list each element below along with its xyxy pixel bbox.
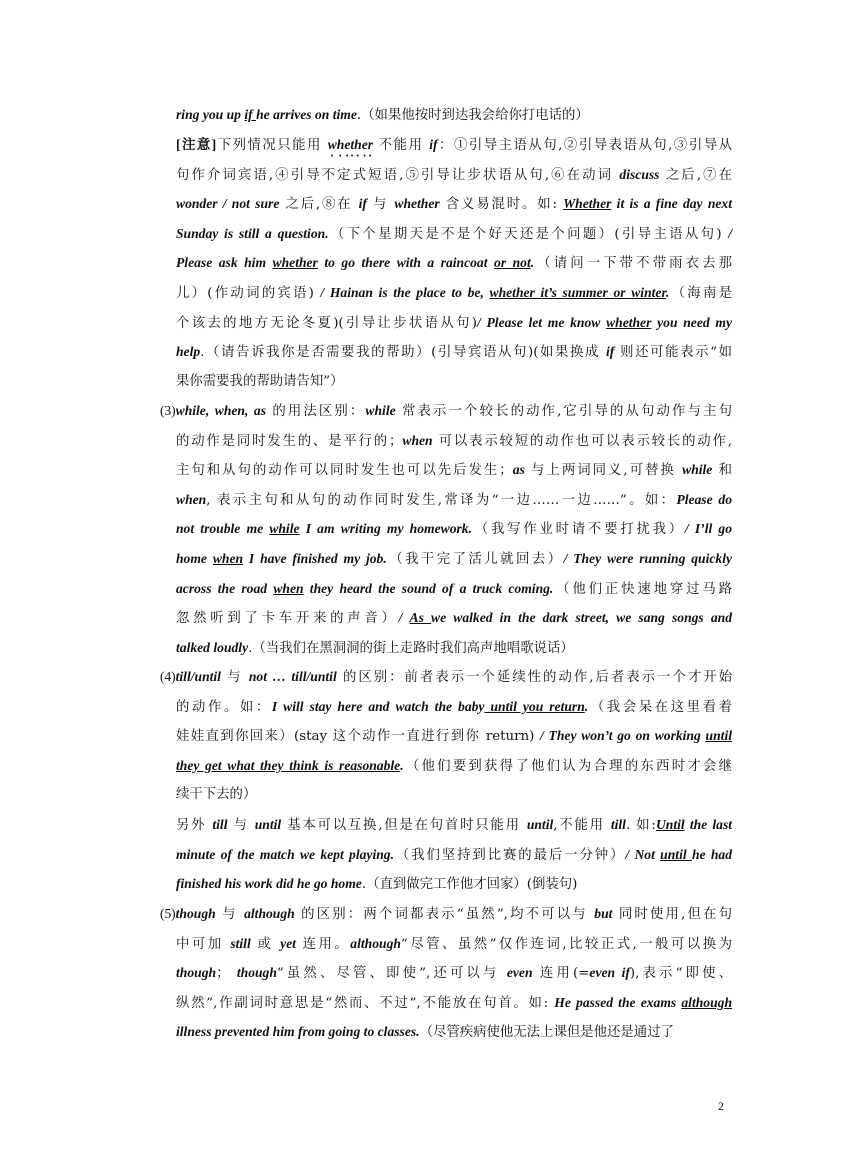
text-line	[160, 751, 732, 781]
english-run: until	[660, 846, 692, 862]
text-line	[176, 130, 732, 160]
text-run: “尽管、虽然”仅作连词,比较正式,一般可以换为	[400, 936, 733, 952]
label-run: (4)	[160, 669, 176, 684]
text-run: 另外	[176, 818, 213, 833]
text-run: 和	[712, 463, 732, 479]
english-run: Please do	[676, 491, 732, 507]
text-run: 个该去的地方无论冬夏)(引导让步状语从句)	[176, 315, 477, 331]
text-run: 娃娃直到你回来）(stay 这个动作一直进行到你 return)	[176, 729, 541, 745]
english-run: though	[236, 965, 277, 981]
text-run: ：①引导主语从句,②引导表语从句,③引导从	[437, 138, 732, 153]
text-run: （如果他按时到达我会给你打电话的）	[361, 108, 589, 123]
english-run: they heard the sound of a truck coming.	[303, 580, 554, 596]
english-run: while	[365, 403, 396, 418]
text-line	[176, 189, 732, 219]
english-run: whether	[272, 255, 318, 271]
text-line	[160, 574, 732, 604]
text-run: ,不能用	[553, 818, 611, 833]
text-line	[176, 367, 732, 397]
text-line	[160, 780, 732, 810]
text-run: 连用。	[295, 936, 351, 952]
english-run: whether	[394, 196, 440, 212]
english-run: till/until	[175, 669, 221, 684]
text-run: 与	[227, 818, 255, 833]
text-run: “虽然、尽管、即使”,还可以与	[276, 966, 507, 982]
text-line	[160, 544, 732, 574]
text-line	[160, 662, 732, 692]
english-run: to go there with a raincoat	[317, 255, 495, 271]
english-run: while, when, as	[175, 403, 266, 418]
english-run: ring you up	[176, 107, 245, 122]
text-run: 果你需要我的帮助请告知”）	[176, 373, 344, 389]
text-run: （尽管疾病使他无法上课但是他还是通过了	[419, 1025, 674, 1041]
text-line	[160, 485, 732, 515]
english-run: if	[605, 344, 615, 360]
text-run: （下个星期天是不是个好天还是个问题）(引导主语从句)	[328, 226, 729, 242]
english-run: until you return	[484, 698, 585, 714]
english-run: when	[176, 491, 207, 507]
english-run: /	[398, 610, 410, 626]
text-line	[176, 100, 732, 130]
english-run: until	[705, 728, 732, 744]
text-run: 的动作是同时发生的、是平行的；	[176, 433, 403, 449]
english-run: talked loudly	[176, 639, 249, 655]
english-run: you need my	[651, 314, 732, 330]
text-run: （我写作业时请不要打扰我）	[472, 522, 685, 538]
text-line	[176, 219, 732, 249]
text-run: 含义易混时。如:	[439, 197, 564, 213]
english-run: till	[212, 817, 228, 832]
english-run: till	[610, 817, 626, 832]
text-run: （请告诉我你是否需要我的帮助）(引导宾语从句)(如果换成	[204, 345, 606, 361]
english-run: / Hainan is the place to be,	[320, 284, 490, 300]
english-run: they get what they think is reasonable	[176, 757, 401, 773]
english-run: when	[273, 580, 304, 596]
english-run: help	[176, 344, 201, 360]
text-run: （我干完了活儿就回去）	[386, 551, 564, 567]
english-run: I have finished my job.	[243, 550, 387, 566]
paragraph-though-although	[160, 899, 732, 1047]
english-run: but	[594, 906, 613, 921]
text-run: （海南是	[669, 285, 732, 301]
text-run: .	[248, 640, 253, 656]
text-run: 主句和从句的动作可以同时发生也可以先后发生；	[176, 463, 513, 479]
text-run: 中可加	[176, 936, 231, 952]
text-run: 不能用	[373, 138, 430, 153]
english-run: while	[682, 462, 713, 478]
text-line	[160, 426, 732, 456]
english-run: though	[176, 965, 217, 981]
text-line	[160, 721, 732, 751]
text-run: 连用(=	[532, 966, 590, 982]
text-line	[160, 514, 732, 544]
page-number: 2	[718, 1099, 724, 1113]
english-run: although	[244, 906, 295, 921]
text-line	[176, 337, 732, 367]
text-run: 的区别：两个词都表示“虽然”,均不可以与	[294, 907, 595, 922]
english-run: when	[212, 550, 244, 566]
text-run: （他们正快速地穿过马路	[553, 581, 732, 597]
english-run: even if	[589, 965, 630, 981]
english-run: .	[400, 757, 404, 773]
text-line	[176, 278, 732, 308]
text-line	[176, 160, 732, 190]
english-run: as	[512, 462, 525, 478]
english-run: Whether	[563, 196, 612, 212]
english-run: finished his work did he go home	[176, 876, 362, 892]
english-run: whether	[606, 314, 652, 330]
english-run: minute of the match we kept playing.	[176, 846, 394, 862]
text-run: 同时使用,但在句	[612, 907, 733, 922]
english-run: the last	[684, 817, 733, 832]
english-run: illness prevented him from going to classes.	[176, 1024, 420, 1040]
text-run: ；	[216, 966, 237, 982]
text-run: .	[200, 345, 205, 361]
paragraph-till-until	[160, 662, 732, 810]
english-run: across the road	[176, 580, 274, 596]
english-run: it is a fine day next	[611, 196, 732, 212]
text-run: 与	[366, 197, 395, 213]
text-run: （他们要到获得了他们认为合理的东西时才会继	[403, 758, 733, 774]
text-run: 与	[220, 670, 249, 685]
text-line	[160, 692, 732, 722]
text-line	[160, 396, 732, 426]
text-line	[160, 603, 732, 633]
label-run: [注意]	[176, 137, 217, 152]
paragraph-if-example	[176, 100, 732, 130]
text-line	[160, 958, 732, 988]
text-run: 可以表示较短的动作也可以表示较长的动作,	[432, 433, 732, 449]
text-run: 之后,⑦在	[659, 167, 733, 183]
text-line	[160, 899, 732, 929]
text-line	[160, 1017, 732, 1047]
text-run: 与	[215, 907, 245, 922]
english-run: Sunday is still a question.	[176, 225, 329, 241]
text-run: ),表示“即使、	[629, 966, 732, 982]
text-run: , 表示主句和从句的动作同时发生,常译为“一边……一边……”。如：	[206, 492, 677, 508]
english-run: if	[244, 107, 257, 122]
text-run: （我会呆在这里看着	[588, 699, 732, 715]
text-run: （请问一下带不带雨衣去那	[534, 256, 733, 272]
english-run: though	[175, 906, 216, 921]
english-run: if	[358, 196, 367, 212]
text-run: 句作介词宾语,④引导不定式短语,⑤引导让步状语从句,⑥在动词	[176, 167, 620, 183]
label-run: (3)	[160, 403, 176, 418]
text-line	[160, 988, 732, 1018]
english-run: I am writing my homework.	[299, 521, 473, 537]
paragraph-whether-note	[176, 130, 732, 396]
text-run: 基本可以互换,但是在句首时只能用	[281, 818, 527, 833]
english-run: home	[176, 550, 213, 566]
text-run: . 如:	[625, 818, 656, 833]
english-run: although	[350, 935, 401, 951]
english-run: until	[526, 817, 554, 832]
english-run: Until	[655, 817, 685, 832]
text-line	[160, 929, 732, 959]
english-run: although	[681, 994, 732, 1010]
text-run: （当我们在黑洞洞的街上走路时我们高声地唱歌说话）	[252, 640, 574, 656]
text-run: 儿）(作动词的宾语)	[176, 285, 321, 301]
english-run: .	[665, 284, 670, 300]
english-run: / Not	[625, 846, 661, 862]
english-run: I will stay here and watch the baby	[271, 698, 485, 714]
text-line	[176, 308, 732, 338]
english-run: Please ask him	[176, 255, 273, 271]
english-run: when	[402, 432, 433, 448]
text-run: 的动作。如：	[176, 699, 272, 715]
english-run: we walked in the dark street, we sang songs and	[431, 610, 733, 626]
english-run: he arrives on time	[256, 107, 357, 122]
paragraph-till-until-2	[176, 810, 732, 899]
text-run: 常表示一个较长的动作,它引导的从句动作与主句	[395, 404, 732, 419]
paragraph-while-when-as	[160, 396, 732, 662]
text-run: 则还可能表示“如	[614, 345, 732, 361]
english-run: / They won’t go on working	[540, 728, 706, 744]
english-run: until	[254, 817, 282, 832]
english-run: still	[230, 935, 251, 951]
english-run: while	[269, 521, 300, 537]
english-run: wonder / not sure	[176, 196, 280, 212]
text-line	[176, 810, 732, 840]
text-line	[176, 840, 732, 870]
english-run: whether it’s summer or winter	[489, 284, 666, 300]
text-line	[176, 248, 732, 278]
english-run: As	[409, 610, 432, 626]
english-run: even	[506, 965, 533, 981]
text-line	[176, 869, 732, 899]
text-run: （我们坚持到比赛的最后一分钟）	[394, 847, 626, 863]
english-run: .	[530, 255, 535, 271]
text-run: 与上两词同义,可替换	[524, 463, 683, 479]
english-run: or not	[494, 255, 531, 271]
english-run: not trouble me	[176, 521, 270, 537]
english-run: He passed the exams	[554, 994, 682, 1010]
text-run: 忽然听到了卡车开来的声音）	[176, 611, 399, 627]
text-run: 续干下去的）	[176, 787, 257, 803]
english-run: he had	[691, 846, 732, 862]
text-line	[160, 633, 732, 663]
english-run: whether	[327, 137, 374, 152]
text-run: 的区别：前者表示一个延续性的动作,后者表示一个才开始	[336, 670, 732, 685]
text-run: 的用法区别：	[265, 404, 366, 419]
text-run: 纵然”,作副词时意思是“然而、不过”,不能放在句首。如:	[176, 995, 555, 1011]
english-run: discuss	[619, 166, 660, 182]
text-run: .	[361, 877, 367, 893]
english-run: .	[584, 698, 589, 714]
label-run: (5)	[160, 906, 176, 921]
english-run: yet	[280, 935, 296, 951]
text-run: .	[356, 108, 362, 123]
text-run: 之后,⑧在	[279, 197, 359, 213]
english-run: not … till/until	[248, 669, 337, 684]
text-line	[160, 455, 732, 485]
english-run: / I’ll go	[684, 521, 733, 537]
english-run: / Please let me know	[476, 314, 607, 330]
english-run: if	[429, 137, 438, 152]
english-run: / They were running quickly	[563, 550, 732, 566]
text-run: 下列情况只能用	[216, 138, 328, 153]
text-run: （直到做完工作他才回家）(倒装句)	[366, 877, 578, 893]
text-run: 或	[250, 936, 281, 952]
english-run: /	[728, 225, 733, 241]
